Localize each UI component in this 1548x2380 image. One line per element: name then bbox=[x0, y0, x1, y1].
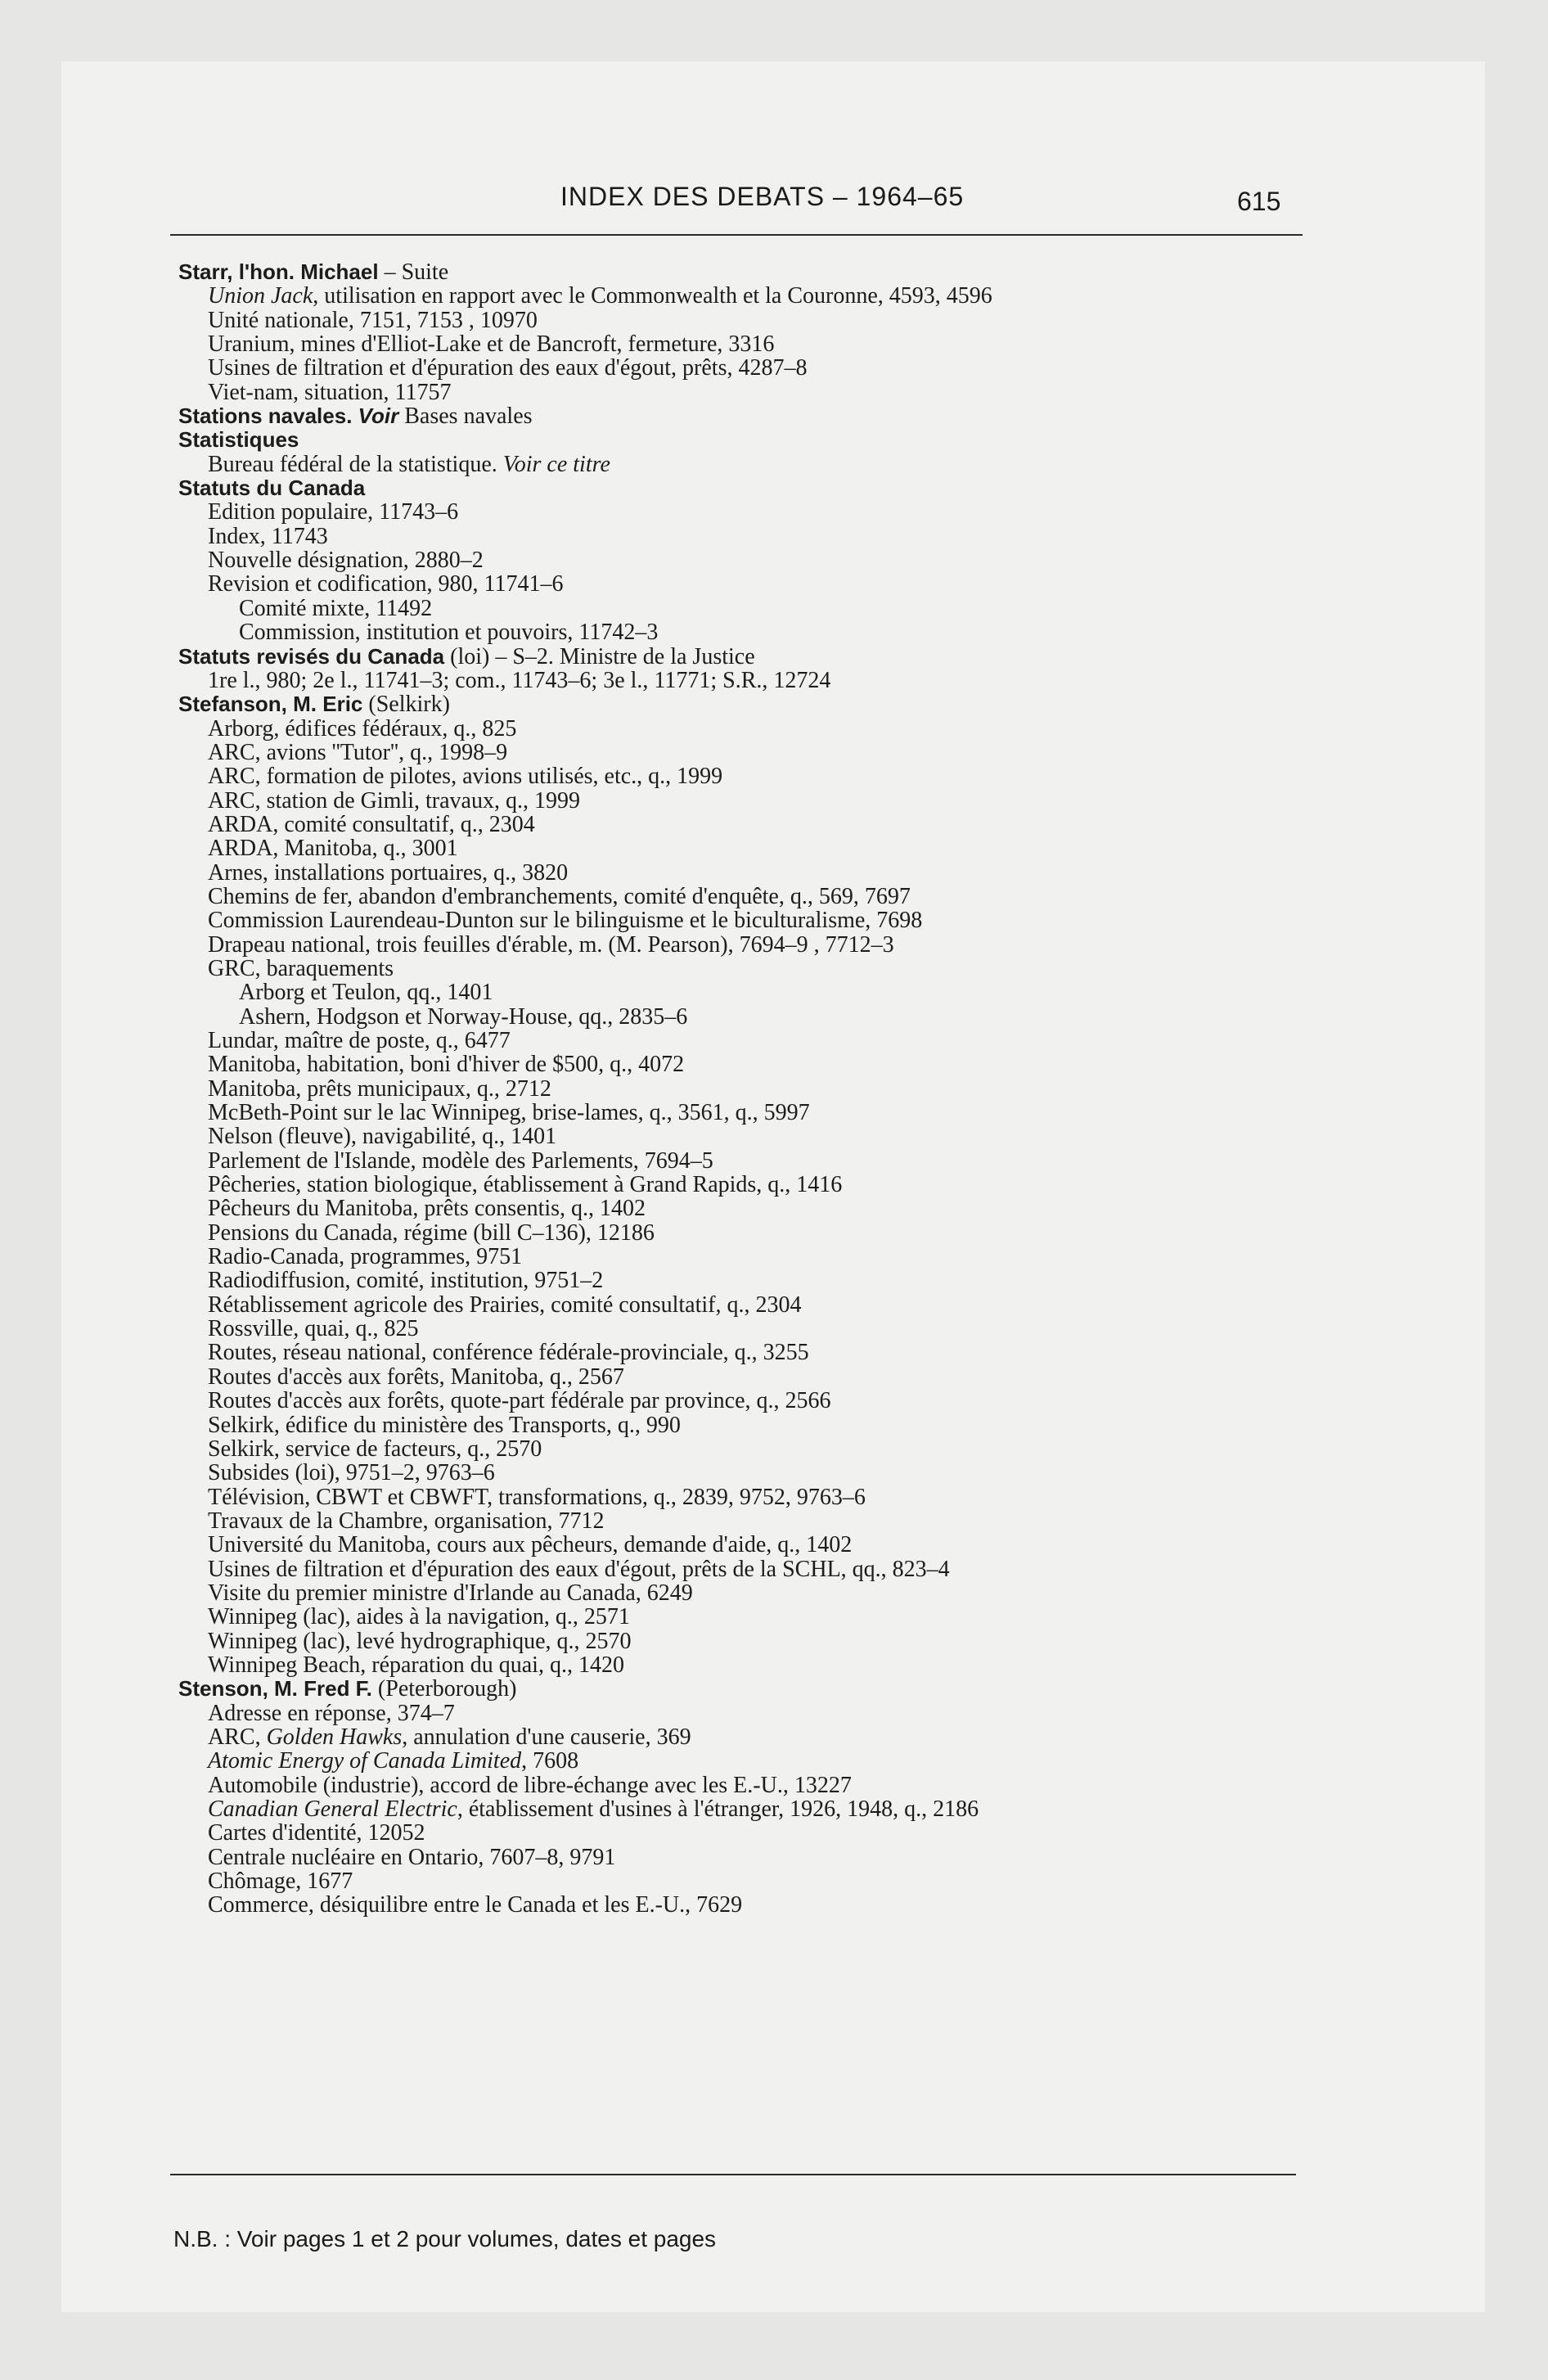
index-entry bbox=[178, 284, 1324, 308]
heading-name: Stations navales. bbox=[178, 403, 353, 429]
index-entry bbox=[178, 836, 1324, 860]
index-entry bbox=[178, 957, 1324, 980]
entry-text: Pêcheries, station biologique, établissement à Grand Rapids, q., 1416 bbox=[208, 1172, 843, 1198]
entry-text: Télévision, CBWT et CBWFT, transformations, q., 2839, 9752, 9763–6 bbox=[208, 1484, 866, 1510]
index-entry bbox=[178, 1317, 1324, 1341]
index-entry bbox=[178, 1774, 1324, 1797]
page-header bbox=[172, 178, 1301, 221]
entry-text: Radio-Canada, programmes, 9751 bbox=[208, 1244, 523, 1270]
italic-text: Union Jack bbox=[208, 283, 313, 309]
index-entry bbox=[178, 332, 1324, 356]
page-title: INDEX DES DEBATS – 1964–65 bbox=[560, 182, 965, 211]
index-entry bbox=[178, 1629, 1324, 1653]
index-heading bbox=[178, 404, 1324, 428]
entry-text: Routes, réseau national, conférence fédérale-provinciale, q., 3255 bbox=[208, 1340, 809, 1366]
heading-name: Statuts revisés du Canada bbox=[178, 643, 445, 669]
index-entry bbox=[178, 861, 1324, 885]
entry-text: Commission, institution et pouvoirs, 11742–3 bbox=[239, 620, 659, 646]
entry-text: ARC, avions ''Tutor'', q., 1998–9 bbox=[208, 739, 508, 765]
entry-text: ARC, bbox=[208, 1724, 267, 1750]
entry-text: 1re l., 980; 2e l., 11741–3; com., 11743–6; 3e l., 11771; S.R., 12724 bbox=[208, 667, 831, 693]
entry-text: Winnipeg (lac), aides à la navigation, q., 2571 bbox=[208, 1604, 630, 1630]
index-entry bbox=[178, 1269, 1324, 1292]
index-entry bbox=[178, 1221, 1324, 1245]
entry-text: Rétablissement agricole des Prairies, comité consultatif, q., 2304 bbox=[208, 1291, 802, 1318]
index-entry bbox=[178, 572, 1324, 596]
index-entry bbox=[178, 741, 1324, 764]
index-entry bbox=[178, 1581, 1324, 1605]
entry-text: Comité mixte, 11492 bbox=[239, 595, 433, 621]
index-entry bbox=[178, 1605, 1324, 1629]
entry-text: (Selkirk) bbox=[362, 692, 450, 718]
index-heading bbox=[178, 260, 1324, 284]
entry-text: Subsides (loi), 9751–2, 9763–6 bbox=[208, 1460, 495, 1486]
entry-text: Index, 11743 bbox=[208, 523, 328, 549]
entry-text: Usines de filtration et d'épuration des eaux d'égout, prêts, 4287–8 bbox=[208, 355, 808, 381]
index-entry bbox=[178, 1702, 1324, 1725]
entry-text: Bureau fédéral de la statistique. bbox=[208, 451, 497, 477]
entry-text: Routes d'accès aux forêts, quote-part fédérale par province, q., 2566 bbox=[208, 1388, 831, 1414]
entry-text: Radiodiffusion, comité, institution, 9751–2 bbox=[208, 1268, 604, 1294]
heading-name: Statistiques bbox=[178, 427, 299, 453]
index-heading bbox=[178, 428, 1324, 452]
index-entry bbox=[178, 1509, 1324, 1533]
index-entry bbox=[178, 1101, 1324, 1125]
entry-text: Manitoba, habitation, boni d'hiver de $500, q., 4072 bbox=[208, 1052, 685, 1078]
italic-text: Golden Hawks bbox=[266, 1724, 403, 1750]
entry-text: Winnipeg (lac), levé hydrographique, q., 2570 bbox=[208, 1628, 632, 1654]
index-entry bbox=[178, 620, 1324, 644]
entry-text: Cartes d'identité, 12052 bbox=[208, 1820, 425, 1846]
index-entry bbox=[178, 1197, 1324, 1220]
entry-text: Selkirk, édifice du ministère des Transports, q., 990 bbox=[208, 1412, 681, 1438]
entry-text: Nouvelle désignation, 2880–2 bbox=[208, 548, 484, 574]
entry-text: Centrale nucléaire en Ontario, 7607–8, 9791 bbox=[208, 1844, 616, 1870]
entry-text: Pensions du Canada, régime (bill C–136), 12186 bbox=[208, 1219, 655, 1246]
entry-text: Routes d'accès aux forêts, Manitoba, q., 2567 bbox=[208, 1364, 624, 1390]
entry-text: Arborg et Teulon, qq., 1401 bbox=[239, 980, 493, 1006]
index-entry bbox=[178, 669, 1324, 692]
heading-name: Statuts du Canada bbox=[178, 476, 366, 501]
entry-text: Ashern, Hodgson et Norway-House, qq., 2835–6 bbox=[239, 1003, 688, 1030]
heading-name: Stefanson, M. Eric bbox=[178, 692, 363, 717]
entry-text: Drapeau national, trois feuilles d'érable, m. (M. Pearson), 7694–9 , 7712–3 bbox=[208, 931, 894, 958]
entry-text: Chemins de fer, abandon d'embranchements, comité d'enquête, q., 569, 7697 bbox=[208, 883, 911, 909]
index-entry bbox=[178, 525, 1324, 548]
index-heading bbox=[178, 645, 1324, 669]
index-entry bbox=[178, 1413, 1324, 1437]
entry-text: Arborg, édifices fédéraux, q., 825 bbox=[208, 715, 517, 741]
entry-text: – Suite bbox=[378, 259, 449, 285]
index-entry bbox=[178, 597, 1324, 620]
index-entry bbox=[178, 1365, 1324, 1389]
entry-text: ARC, station de Gimli, travaux, q., 1999 bbox=[208, 787, 580, 814]
index-entry bbox=[178, 1125, 1324, 1148]
index-heading bbox=[178, 1677, 1324, 1701]
entry-text: Unité nationale, 7151, 7153 , 10970 bbox=[208, 307, 538, 333]
entry-text: Uranium, mines d'Elliot-Lake et de Bancroft, fermeture, 3316 bbox=[208, 331, 775, 358]
entry-text: Usines de filtration et d'épuration des eaux d'égout, prêts de la SCHL, qq., 823–4 bbox=[208, 1556, 950, 1582]
index-entry bbox=[178, 908, 1324, 932]
index-entry bbox=[178, 1869, 1324, 1893]
index-entry bbox=[178, 885, 1324, 908]
entry-text: Université du Manitoba, cours aux pêcheurs, demande d'aide, q., 1402 bbox=[208, 1532, 853, 1558]
index-entry bbox=[178, 1533, 1324, 1557]
entry-text: ARDA, comité consultatif, q., 2304 bbox=[208, 811, 535, 837]
italic-text: Canadian General Electric bbox=[208, 1796, 457, 1822]
entry-text: ARDA, Manitoba, q., 3001 bbox=[208, 836, 458, 862]
page-number: 615 bbox=[1237, 187, 1281, 216]
index-entry bbox=[178, 1341, 1324, 1364]
index-entry bbox=[178, 309, 1324, 332]
index-entry bbox=[178, 933, 1324, 957]
index-entry bbox=[178, 1389, 1324, 1413]
index-entry bbox=[178, 1485, 1324, 1509]
heading-name: Starr, l'hon. Michael bbox=[178, 259, 379, 284]
index-entry bbox=[178, 813, 1324, 836]
entry-text: Nelson (fleuve), navigabilité, q., 1401 bbox=[208, 1124, 557, 1150]
index-heading bbox=[178, 476, 1324, 500]
footer-rule bbox=[170, 2174, 1296, 2175]
index-entry bbox=[178, 980, 1324, 1004]
index-entries bbox=[178, 260, 1324, 1918]
entry-text: Viet-nam, situation, 11757 bbox=[208, 379, 452, 405]
entry-text: Automobile (industrie), accord de libre-échange avec les E.-U., 13227 bbox=[208, 1772, 852, 1798]
italic-text: Voir bbox=[352, 403, 399, 429]
entry-text: , 7608 bbox=[521, 1748, 579, 1774]
header-rule bbox=[170, 234, 1303, 236]
entry-text: Selkirk, service de facteurs, q., 2570 bbox=[208, 1436, 542, 1462]
index-entry bbox=[178, 1821, 1324, 1845]
index-entry bbox=[178, 1749, 1324, 1773]
italic-text: Atomic Energy of Canada Limited bbox=[208, 1748, 522, 1774]
index-entry bbox=[178, 1149, 1324, 1173]
index-entry bbox=[178, 500, 1324, 524]
entry-text: Rossville, quai, q., 825 bbox=[208, 1316, 419, 1342]
index-entry bbox=[178, 1077, 1324, 1101]
index-entry bbox=[178, 548, 1324, 572]
entry-text: Arnes, installations portuaires, q., 3820 bbox=[208, 859, 569, 886]
index-entry bbox=[178, 1173, 1324, 1197]
entry-text: Bases navales bbox=[398, 403, 533, 430]
index-entry bbox=[178, 1245, 1324, 1269]
entry-text: Chômage, 1677 bbox=[208, 1868, 353, 1895]
entry-text: , utilisation en rapport avec le Commonwealth et la Couronne, 4593, 4596 bbox=[313, 283, 992, 309]
index-entry bbox=[178, 1846, 1324, 1869]
entry-text: ARC, formation de pilotes, avions utilisés, etc., q., 1999 bbox=[208, 764, 723, 790]
index-entry bbox=[178, 1029, 1324, 1053]
index-entry bbox=[178, 1725, 1324, 1749]
index-entry bbox=[178, 717, 1324, 741]
italic-text: Voir ce titre bbox=[497, 451, 610, 477]
entry-text: Commerce, désiquilibre entre le Canada et les E.-U., 7629 bbox=[208, 1892, 743, 1918]
index-entry bbox=[178, 1293, 1324, 1317]
entry-text: Edition populaire, 11743–6 bbox=[208, 499, 459, 525]
entry-text: Pêcheurs du Manitoba, prêts consentis, q., 1402 bbox=[208, 1196, 646, 1222]
index-entry bbox=[178, 1053, 1324, 1076]
footnote: N.B. : Voir pages 1 et 2 pour volumes, dates et pages bbox=[173, 2226, 717, 2252]
entry-text: GRC, baraquements bbox=[208, 955, 394, 981]
index-entry bbox=[178, 356, 1324, 380]
index-entry bbox=[178, 764, 1324, 788]
entry-text: (loi) – S–2. Ministre de la Justice bbox=[444, 643, 755, 669]
heading-name: Stenson, M. Fred F. bbox=[178, 1676, 372, 1702]
entry-text: Adresse en réponse, 374–7 bbox=[208, 1700, 455, 1726]
entry-text: Travaux de la Chambre, organisation, 7712 bbox=[208, 1508, 605, 1534]
entry-text: Parlement de l'Islande, modèle des Parlements, 7694–5 bbox=[208, 1147, 713, 1174]
index-entry bbox=[178, 1005, 1324, 1029]
entry-text: (Peterborough) bbox=[371, 1676, 517, 1702]
entry-text: , établissement d'usines à l'étranger, 1926, 1948, q., 2186 bbox=[457, 1796, 979, 1822]
index-entry bbox=[178, 453, 1324, 476]
entry-text: Revision et codification, 980, 11741–6 bbox=[208, 571, 564, 597]
entry-text: Manitoba, prêts municipaux, q., 2712 bbox=[208, 1075, 551, 1102]
entry-text: McBeth-Point sur le lac Winnipeg, brise-lames, q., 3561, q., 5997 bbox=[208, 1100, 810, 1126]
index-entry bbox=[178, 1653, 1324, 1677]
index-entry bbox=[178, 1893, 1324, 1917]
index-entry bbox=[178, 381, 1324, 404]
index-heading bbox=[178, 692, 1324, 716]
entry-text: , annulation d'une causerie, 369 bbox=[402, 1724, 691, 1750]
entry-text: Winnipeg Beach, réparation du quai, q., 1420 bbox=[208, 1652, 624, 1678]
entry-text: Commission Laurendeau-Dunton sur le bilinguisme et le biculturalisme, 7698 bbox=[208, 908, 923, 934]
index-entry bbox=[178, 1797, 1324, 1821]
index-entry bbox=[178, 1461, 1324, 1485]
index-entry bbox=[178, 789, 1324, 813]
index-entry bbox=[178, 1557, 1324, 1581]
entry-text: Lundar, maître de poste, q., 6477 bbox=[208, 1028, 511, 1053]
entry-text: Visite du premier ministre d'Irlande au Canada, 6249 bbox=[208, 1580, 693, 1606]
index-entry bbox=[178, 1437, 1324, 1461]
